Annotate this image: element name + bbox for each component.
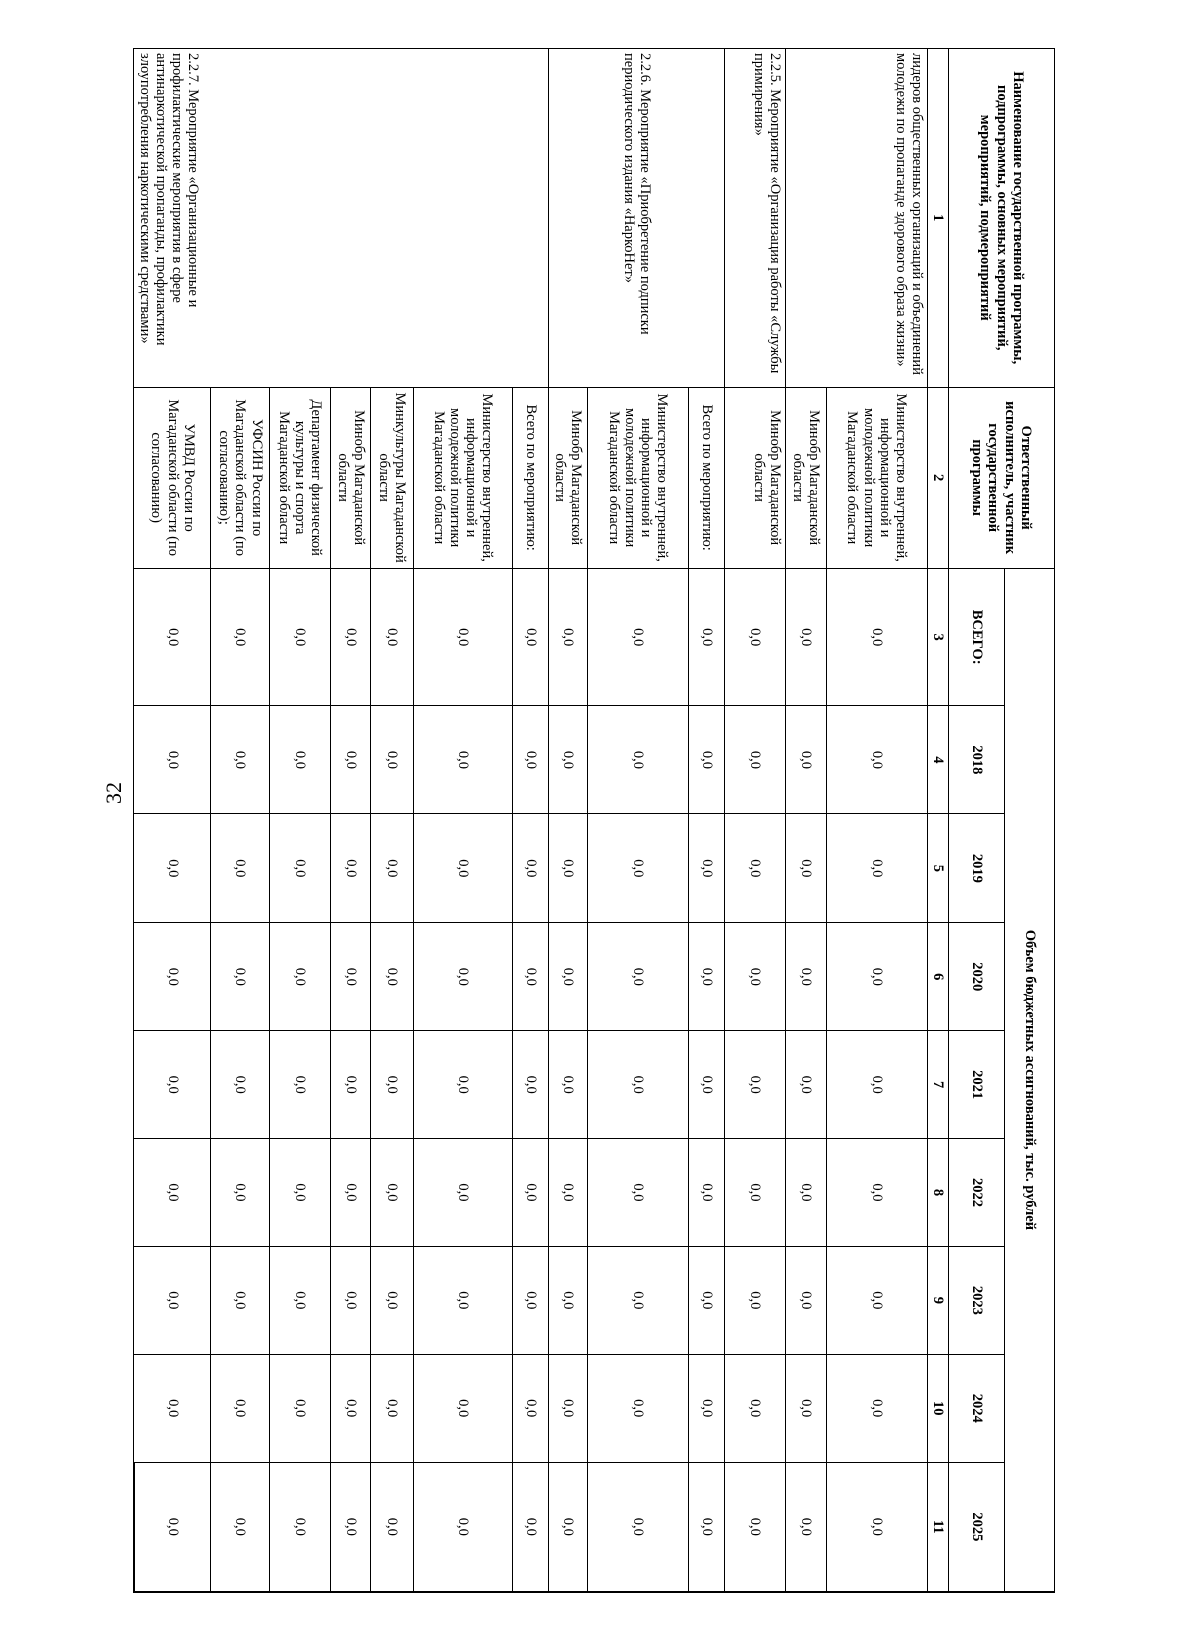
col-number: 11 xyxy=(927,1462,948,1592)
budget-table xyxy=(133,48,1055,1593)
cell-value: 0,0 xyxy=(134,814,211,923)
cell-value: 0,0 xyxy=(587,568,688,706)
cell-value: 0,0 xyxy=(270,1462,331,1592)
cell-value: 0,0 xyxy=(330,1354,370,1462)
cell-value: 0,0 xyxy=(134,1139,211,1247)
header-exec-col: Ответственный исполнитель, участник государственной программы xyxy=(949,387,1055,568)
cell-value: 0,0 xyxy=(134,706,211,814)
cell-value: 0,0 xyxy=(211,1354,270,1462)
cell-value: 0,0 xyxy=(826,1139,927,1247)
cell-value: 0,0 xyxy=(826,814,927,923)
cell-value: 0,0 xyxy=(270,923,331,1031)
row-exec: Минкультуры Магаданской области xyxy=(371,387,413,568)
header-year: 2025 xyxy=(949,1462,1005,1592)
cell-value: 0,0 xyxy=(587,814,688,923)
cell-value: 0,0 xyxy=(270,814,331,923)
cell-value: 0,0 xyxy=(689,706,725,814)
cell-value: 0,0 xyxy=(587,1354,688,1462)
cell-value: 0,0 xyxy=(826,923,927,1031)
cell-value: 0,0 xyxy=(786,1246,826,1354)
cell-value: 0,0 xyxy=(330,1462,370,1592)
row-name: 2.2.6. Мероприятие «Приобретение подписки периодического издания «НаркоНет» xyxy=(549,49,725,388)
row-name: лидеров общественных организаций и объединений молодежи по пропаганде здорового образа жизни» xyxy=(786,49,928,388)
cell-value: 0,0 xyxy=(725,568,786,706)
cell-value: 0,0 xyxy=(270,706,331,814)
cell-value: 0,0 xyxy=(413,1246,512,1354)
cell-value: 0,0 xyxy=(371,814,413,923)
header-year: 2018 xyxy=(949,706,1005,814)
row-exec: Департамент физической культуры и спорта Магаданской области xyxy=(270,387,331,568)
cell-value: 0,0 xyxy=(549,814,587,923)
cell-value: 0,0 xyxy=(512,923,548,1031)
cell-value: 0,0 xyxy=(689,1139,725,1247)
cell-value: 0,0 xyxy=(512,1462,548,1592)
cell-value: 0,0 xyxy=(725,1246,786,1354)
cell-value: 0,0 xyxy=(371,1246,413,1354)
cell-value: 0,0 xyxy=(549,568,587,706)
row-exec: Минобр Магаданской области xyxy=(725,387,786,568)
cell-value: 0,0 xyxy=(587,1246,688,1354)
row-exec: Минобр Магаданской области xyxy=(330,387,370,568)
cell-value: 0,0 xyxy=(134,1246,211,1354)
cell-value: 0,0 xyxy=(549,1139,587,1247)
header-year: 2020 xyxy=(949,923,1005,1031)
cell-value: 0,0 xyxy=(689,1354,725,1462)
row-name: 2.2.7. Мероприятие «Организационные и профилактические мероприятия в сфере антинаркотической пропаганды, профилактики злоупотребления наркотическими средствами» xyxy=(134,49,549,388)
col-number: 4 xyxy=(927,706,948,814)
cell-value: 0,0 xyxy=(512,1246,548,1354)
row-exec: Всего по мероприятию: xyxy=(689,387,725,568)
row-name: 2.2.5. Мероприятие «Организация работы «Службы примирения» xyxy=(725,49,786,388)
row-exec: Министерство внутренней, информационной и молодежной политики Магаданской области xyxy=(413,387,512,568)
cell-value: 0,0 xyxy=(587,706,688,814)
cell-value: 0,0 xyxy=(786,1354,826,1462)
cell-value: 0,0 xyxy=(549,1462,587,1592)
cell-value: 0,0 xyxy=(270,1246,331,1354)
cell-value: 0,0 xyxy=(413,1354,512,1462)
cell-value: 0,0 xyxy=(211,1031,270,1139)
cell-value: 0,0 xyxy=(270,1354,331,1462)
cell-value: 0,0 xyxy=(786,706,826,814)
row-exec: Всего по мероприятию: xyxy=(512,387,548,568)
header-name-col: Наименование государственной программы, подпрограммы, основных мероприятий, мероприятий, подмероприятий xyxy=(949,49,1055,388)
page-number: 32 xyxy=(101,782,126,804)
cell-value: 0,0 xyxy=(330,814,370,923)
cell-value: 0,0 xyxy=(826,568,927,706)
row-exec: Минобр Магаданской области xyxy=(549,387,587,568)
row-exec: Министерство внутренней, информационной и молодежной политики Магаданской области xyxy=(826,387,927,568)
cell-value: 0,0 xyxy=(689,1246,725,1354)
cell-value: 0,0 xyxy=(826,1462,927,1592)
row-exec: УМВД России по Магаданской области (по согласованию) xyxy=(134,387,211,568)
cell-value: 0,0 xyxy=(725,923,786,1031)
cell-value: 0,0 xyxy=(330,1246,370,1354)
cell-value: 0,0 xyxy=(211,706,270,814)
cell-value: 0,0 xyxy=(134,1462,211,1592)
table-row xyxy=(725,49,786,1593)
col-number: 8 xyxy=(927,1139,948,1247)
cell-value: 0,0 xyxy=(512,1031,548,1139)
cell-value: 0,0 xyxy=(371,1354,413,1462)
cell-value: 0,0 xyxy=(725,814,786,923)
col-number: 3 xyxy=(927,568,948,706)
cell-value: 0,0 xyxy=(587,1139,688,1247)
cell-value: 0,0 xyxy=(512,1139,548,1247)
rotated-table-wrapper xyxy=(133,48,1055,1593)
cell-value: 0,0 xyxy=(371,706,413,814)
header-year: 2019 xyxy=(949,814,1005,923)
row-exec: Министерство внутренней, информационной и молодежной политики Магаданской области xyxy=(587,387,688,568)
cell-value: 0,0 xyxy=(826,1354,927,1462)
cell-value: 0,0 xyxy=(826,1031,927,1139)
cell-value: 0,0 xyxy=(211,568,270,706)
cell-value: 0,0 xyxy=(211,1462,270,1592)
header-budget-title: Объем бюджетных ассигнований, тыс. рублей xyxy=(1005,568,1055,1592)
cell-value: 0,0 xyxy=(587,1031,688,1139)
cell-value: 0,0 xyxy=(689,1462,725,1592)
cell-value: 0,0 xyxy=(211,923,270,1031)
cell-value: 0,0 xyxy=(211,1139,270,1247)
cell-value: 0,0 xyxy=(689,814,725,923)
cell-value: 0,0 xyxy=(413,706,512,814)
cell-value: 0,0 xyxy=(786,1139,826,1247)
col-number: 2 xyxy=(927,387,948,568)
cell-value: 0,0 xyxy=(725,706,786,814)
cell-value: 0,0 xyxy=(689,923,725,1031)
cell-value: 0,0 xyxy=(689,568,725,706)
cell-value: 0,0 xyxy=(413,1139,512,1247)
cell-value: 0,0 xyxy=(512,814,548,923)
cell-value: 0,0 xyxy=(725,1031,786,1139)
cell-value: 0,0 xyxy=(134,923,211,1031)
cell-value: 0,0 xyxy=(330,568,370,706)
cell-value: 0,0 xyxy=(786,814,826,923)
cell-value: 0,0 xyxy=(330,1139,370,1247)
cell-value: 0,0 xyxy=(211,814,270,923)
cell-value: 0,0 xyxy=(330,923,370,1031)
cell-value: 0,0 xyxy=(786,923,826,1031)
cell-value: 0,0 xyxy=(549,923,587,1031)
header-total: ВСЕГО: xyxy=(949,568,1005,706)
cell-value: 0,0 xyxy=(549,1354,587,1462)
cell-value: 0,0 xyxy=(371,1462,413,1592)
header-year: 2023 xyxy=(949,1246,1005,1354)
cell-value: 0,0 xyxy=(330,1031,370,1139)
cell-value: 0,0 xyxy=(725,1462,786,1592)
cell-value: 0,0 xyxy=(826,1246,927,1354)
cell-value: 0,0 xyxy=(211,1246,270,1354)
cell-value: 0,0 xyxy=(371,923,413,1031)
cell-value: 0,0 xyxy=(826,706,927,814)
cell-value: 0,0 xyxy=(689,1031,725,1139)
cell-value: 0,0 xyxy=(413,568,512,706)
header-year: 2024 xyxy=(949,1354,1005,1462)
cell-value: 0,0 xyxy=(413,1031,512,1139)
row-exec: УФСИН России по Магаданской области (по согласованию); xyxy=(211,387,270,568)
cell-value: 0,0 xyxy=(512,706,548,814)
header-year: 2022 xyxy=(949,1139,1005,1247)
cell-value: 0,0 xyxy=(413,814,512,923)
table-row xyxy=(512,49,548,1593)
cell-value: 0,0 xyxy=(725,1354,786,1462)
col-number: 7 xyxy=(927,1031,948,1139)
cell-value: 0,0 xyxy=(371,568,413,706)
cell-value: 0,0 xyxy=(549,1246,587,1354)
cell-value: 0,0 xyxy=(786,568,826,706)
cell-value: 0,0 xyxy=(134,568,211,706)
cell-value: 0,0 xyxy=(512,1354,548,1462)
cell-value: 0,0 xyxy=(587,1462,688,1592)
cell-value: 0,0 xyxy=(134,1354,211,1462)
header-year: 2021 xyxy=(949,1031,1005,1139)
col-number: 9 xyxy=(927,1246,948,1354)
col-number: 5 xyxy=(927,814,948,923)
row-exec: Минобр Магаданской области xyxy=(786,387,826,568)
cell-value: 0,0 xyxy=(549,706,587,814)
cell-value: 0,0 xyxy=(330,706,370,814)
cell-value: 0,0 xyxy=(270,1031,331,1139)
cell-value: 0,0 xyxy=(786,1031,826,1139)
col-number: 6 xyxy=(927,923,948,1031)
cell-value: 0,0 xyxy=(371,1139,413,1247)
cell-value: 0,0 xyxy=(371,1031,413,1139)
cell-value: 0,0 xyxy=(786,1462,826,1592)
cell-value: 0,0 xyxy=(512,568,548,706)
cell-value: 0,0 xyxy=(270,568,331,706)
cell-value: 0,0 xyxy=(134,1031,211,1139)
table-row xyxy=(826,49,927,1593)
cell-value: 0,0 xyxy=(587,923,688,1031)
cell-value: 0,0 xyxy=(413,923,512,1031)
col-number: 10 xyxy=(927,1354,948,1462)
cell-value: 0,0 xyxy=(413,1462,512,1592)
cell-value: 0,0 xyxy=(270,1139,331,1247)
table-row xyxy=(689,49,725,1593)
cell-value: 0,0 xyxy=(725,1139,786,1247)
col-number: 1 xyxy=(927,49,948,388)
cell-value: 0,0 xyxy=(549,1031,587,1139)
